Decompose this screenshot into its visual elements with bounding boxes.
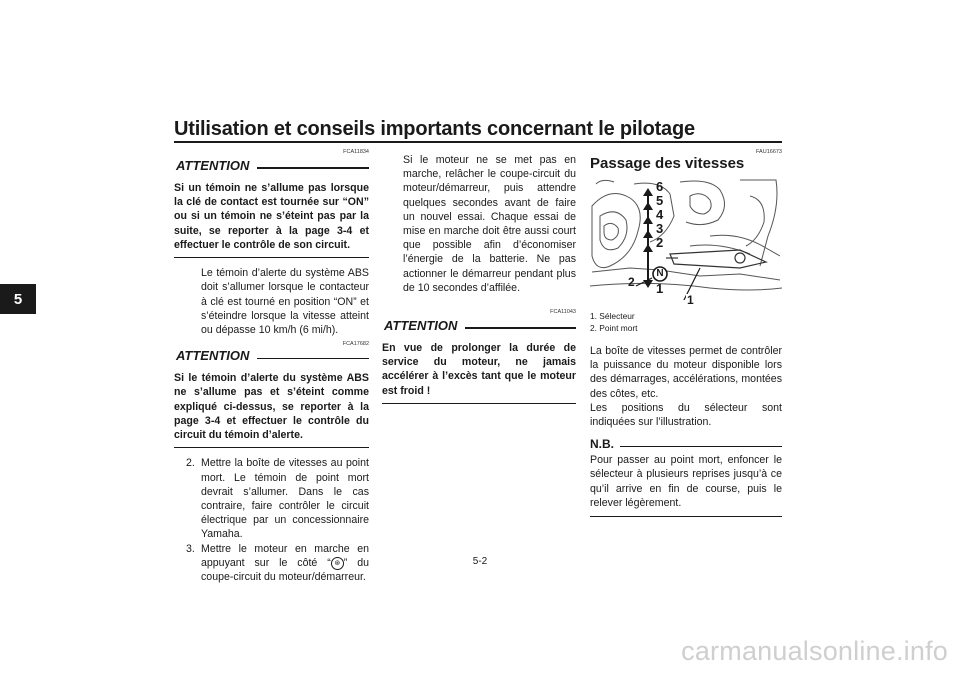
callout-selector: 1 bbox=[687, 293, 694, 307]
gear-shift-illustration bbox=[590, 176, 782, 307]
gearbox-paragraph: Les positions du sélecteur sont indiquées sur l’illustration. bbox=[590, 401, 782, 429]
attention-text: Si le témoin d’alerte du système ABS ne s’allume pas et s’éteint comme expliqué ci-dessus, se reporter à la page 3-4 et effectuer le contrôle du circuit du témoin d’alerte. bbox=[174, 372, 369, 442]
divider bbox=[174, 447, 369, 448]
gear-shift-diagram bbox=[590, 176, 782, 300]
info-code: FAU16673 bbox=[756, 149, 782, 155]
start-paragraph: Si le moteur ne se met pas en marche, relâcher le coupe-circuit du moteur/démarreur, puis attendre quelques secondes avant de faire un nouvel essai. Chaque essai de mise en marche doit être aussi court que possible afin d’économiser l’énergie de la batterie. Ne pas actionner le démarreur pendant plus de 10 secondes d’affilée. bbox=[403, 154, 576, 294]
gear-label: 5 bbox=[656, 193, 664, 208]
callout-neutral: 2 bbox=[628, 275, 635, 289]
divider bbox=[174, 257, 369, 258]
gear-label: 2 bbox=[656, 235, 664, 250]
figure-caption: 2. Point mort bbox=[590, 323, 638, 333]
warning-code: FCA11043 bbox=[550, 309, 576, 316]
nb-label: N.B. bbox=[590, 437, 614, 452]
page-title: Utilisation et conseils importants concernant le pilotage bbox=[174, 118, 695, 140]
attention-header bbox=[382, 317, 576, 333]
attention-label: ATTENTION bbox=[384, 317, 458, 333]
attention-text: En vue de prolonger la durée de service du moteur, ne jamais accélérer à l’excès tant que le moteur est froid ! bbox=[382, 342, 576, 397]
attention-header bbox=[174, 347, 369, 363]
watermark: carmanualsonline.info bbox=[681, 636, 948, 666]
page-number: 5-2 bbox=[472, 556, 488, 567]
column-middle bbox=[382, 149, 576, 404]
section-title: Passage des vitesses bbox=[590, 155, 745, 172]
step-2: 2. Mettre la boîte de vitesses au point mort. Le témoin de point mort devrait s’allumer. Dans le cas contraire, faire contrôler le circuit électrique par un concessionnaire Yamaha. bbox=[186, 457, 369, 541]
step-3: 3. Mettre le moteur en marche en appuyant sur le côté “ ⊛ ” du coupe-circuit du moteur/démarreur. bbox=[186, 542, 369, 584]
gearbox-paragraph: La boîte de vitesses permet de contrôler la puissance du moteur disponible lors des démarrages, accélérations, montées des côtes, etc. bbox=[590, 345, 782, 400]
gear-label: 4 bbox=[656, 207, 664, 222]
gear-label: 6 bbox=[656, 179, 664, 194]
gear-label: 1 bbox=[656, 281, 664, 296]
nb-header bbox=[590, 437, 782, 451]
title-rule bbox=[174, 141, 782, 143]
figure-caption: 1. Sélecteur bbox=[590, 311, 635, 321]
gear-label: 3 bbox=[656, 221, 664, 236]
engine-start-switch-icon: ⊛ bbox=[331, 557, 344, 570]
divider bbox=[590, 516, 782, 517]
attention-header bbox=[174, 157, 369, 173]
warning-code: FCA17682 bbox=[342, 341, 369, 348]
attention-text: Si un témoin ne s’allume pas lorsque la clé de contact est tournée sur “ON” ou si un témoin ne s’éteint pas par la suite, se reporter à la page 3-4 et effectuer le contrôle de son circuit. bbox=[174, 182, 369, 251]
divider bbox=[382, 403, 576, 404]
attention-label: ATTENTION bbox=[176, 157, 250, 173]
attention-label: ATTENTION bbox=[176, 347, 250, 363]
chapter-tab: 5 bbox=[0, 284, 36, 314]
warning-code: FCA11834 bbox=[343, 149, 369, 155]
abs-paragraph: Le témoin d’alerte du système ABS doit s’allumer lorsque le contacteur à clé est tourné en position “ON” et s’éteindre lorsque la vitesse atteint ou dépasse 10 km/h (6 mi/h). bbox=[201, 267, 369, 337]
nb-text: Pour passer au point mort, enfoncer le sélecteur à plusieurs reprises jusqu’à ce qu’il arrive en fin de course, puis le relever légèrement. bbox=[590, 454, 782, 509]
neutral-label: N bbox=[656, 268, 664, 279]
column-left bbox=[174, 149, 369, 584]
column-right bbox=[590, 149, 782, 517]
